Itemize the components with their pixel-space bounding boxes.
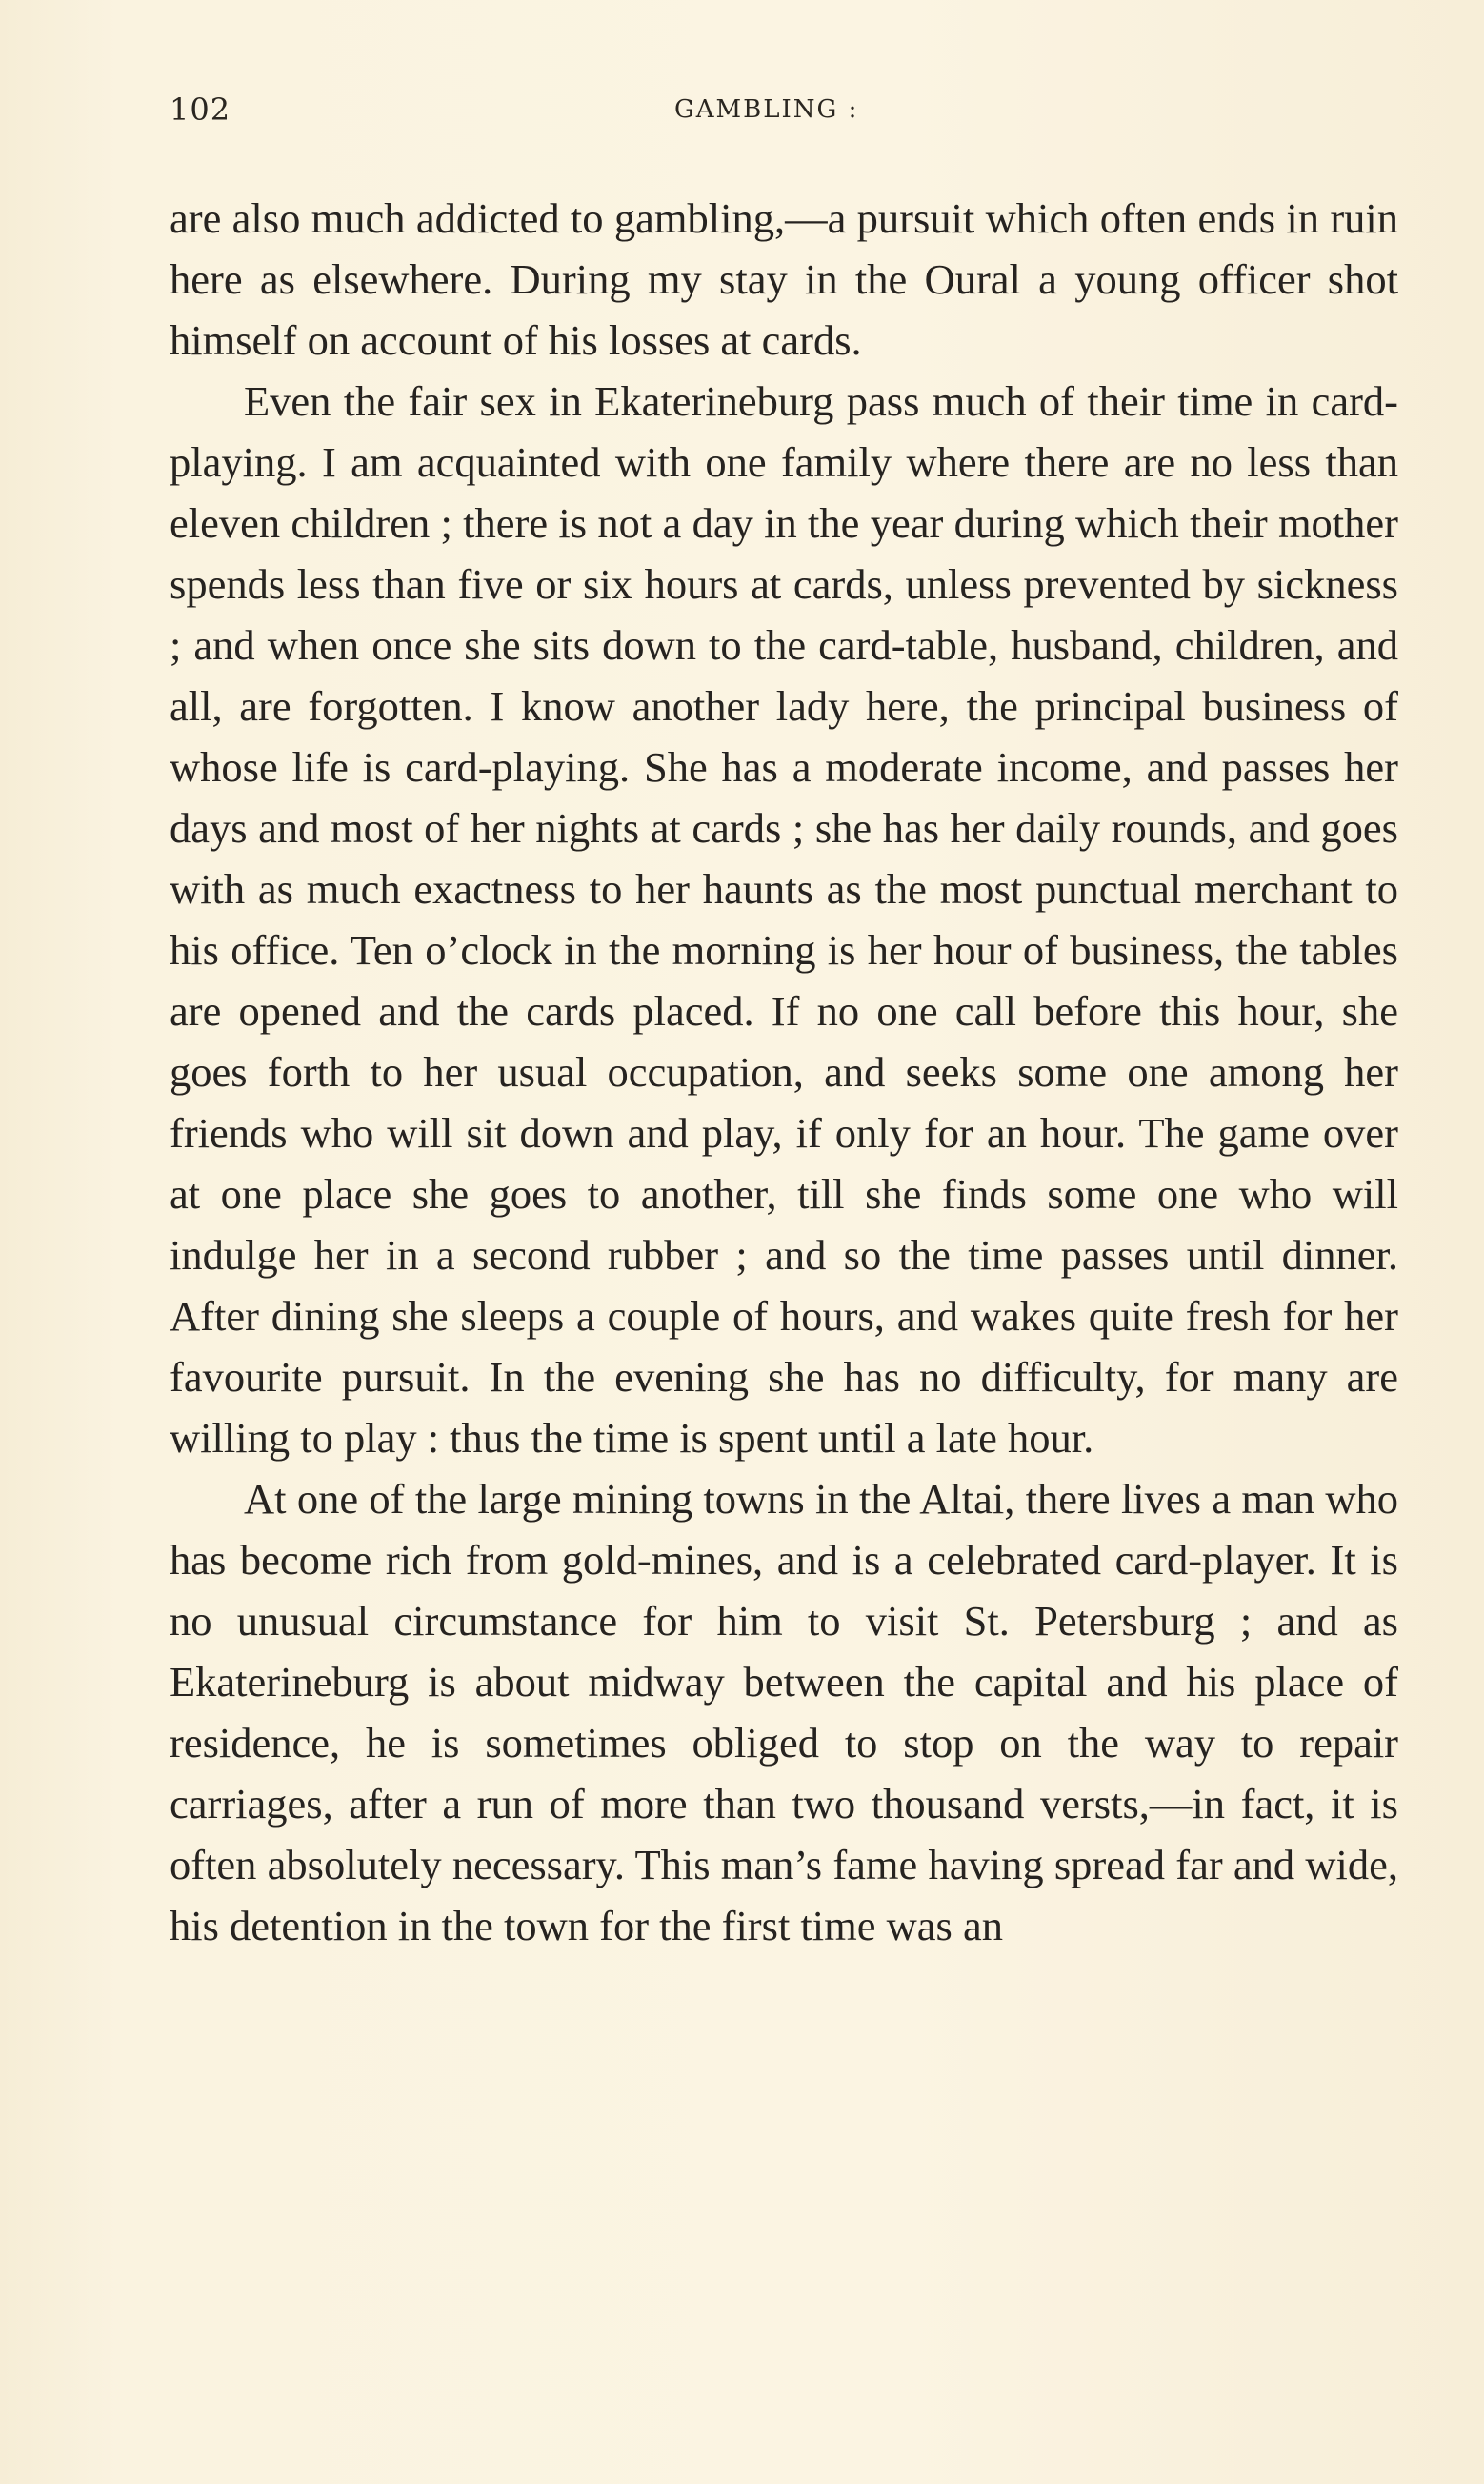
paragraph-continued: are also much addicted to gambling,—a pursuit which often ends in ruin here as elsewhere. During my stay in the Oural a young officer shot himself on account of his losses at cards.	[170, 194, 1398, 364]
paragraph-card-playing: Even the fair sex in Ekaterineburg pass much of their time in card-playing. I am acquainted with one family where there are no less than eleven children ; there is not a day in the year during which their mother spends less than five or six hours at cards, unless prevented by sickness ; and when once she sits down to the card-table, husband, children, and all, are forgotten. I know another lady here, the principal business of whose life is card-playing. She has a moderate income, and passes her days and most of her nights at cards ; she has her daily rounds, and goes with as much exactness to her haunts as the most punctual merchant to his office. Ten o’clock in the morning is her hour of business, the tables are opened and the cards placed. If no one call before this hour, she goes forth to her usual occupation, and seeks some one among her friends who will sit down and play, if only for an hour. The game over at one place she goes to another, till she finds some one who will indulge her in a second rubber ; and so the time passes until dinner. After dining she sleeps a couple of hours, and wakes quite fresh for her favourite pursuit. In the evening she has no difficulty, for many are willing to play : thus the time is spent until a late hour.	[170, 377, 1398, 1462]
paragraph-altai-card-player: At one of the large mining towns in the Altai, there lives a man who has become rich from gold-mines, and is a celebrated card-player. It is no unusual circumstance for him to visit St. Petersburg ; and as Ekaterineburg is about midway between the capital and his place of residence, he is sometimes obliged to stop on the way to repair carriages, after a run of more than two thousand versts,—in fact, it is often absolutely necessary. This man’s fame having spread far and wide, his detention in the town for the first time was an	[170, 1475, 1398, 1949]
body-text	[170, 188, 1398, 1956]
running-title: GAMBLING :	[674, 95, 859, 124]
page-number: 102	[170, 91, 231, 128]
running-head	[170, 91, 1398, 139]
